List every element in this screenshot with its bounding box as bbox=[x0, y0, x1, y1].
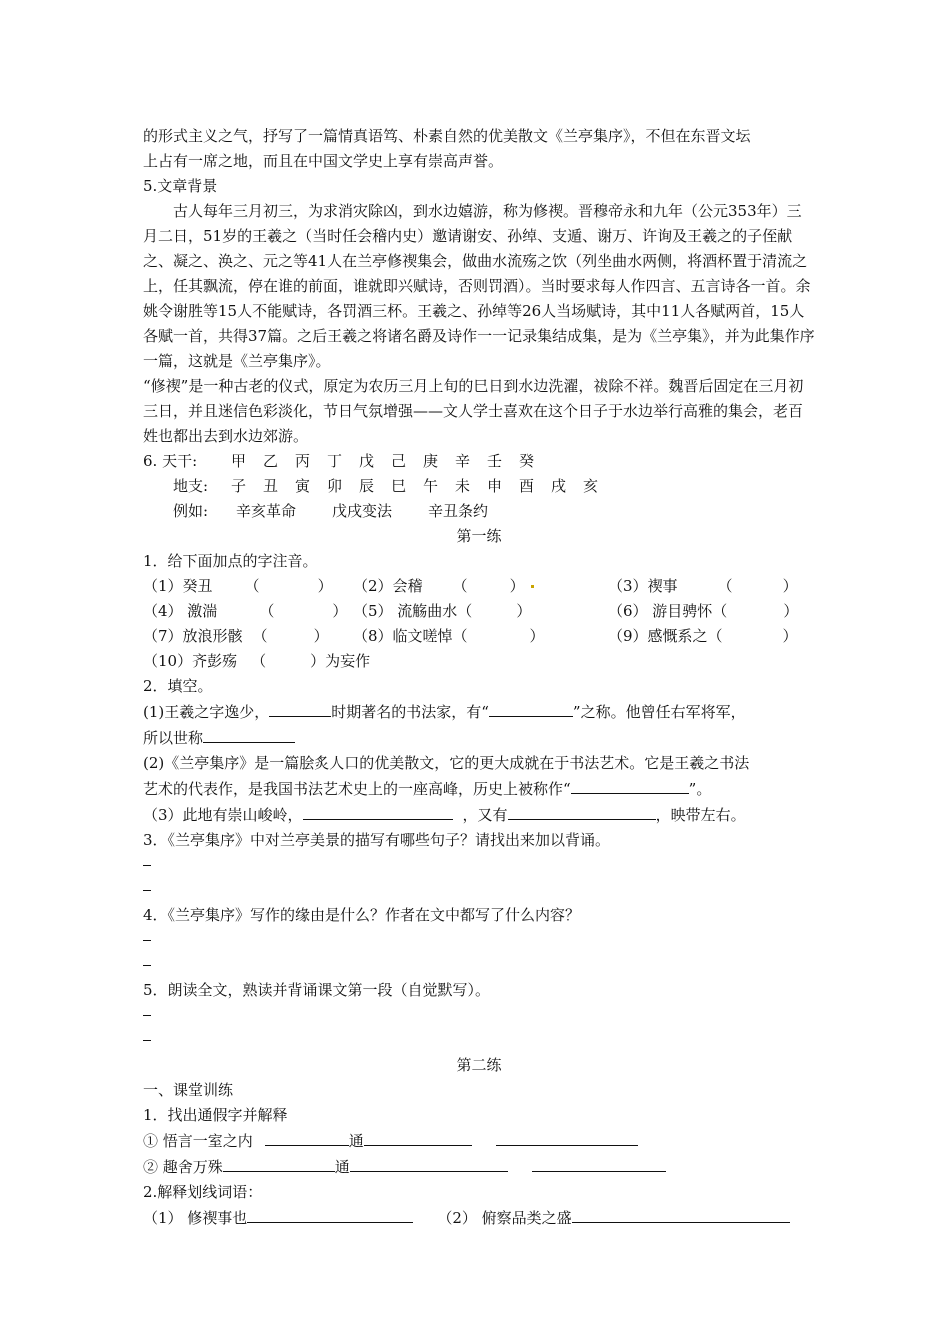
pinyin-item-suffix: 为妄作 bbox=[325, 652, 371, 670]
example-item: 辛亥革命 bbox=[236, 502, 297, 520]
fill-text: ”。 bbox=[688, 780, 712, 798]
dizhi-char: 午 bbox=[423, 477, 439, 495]
answer-line[interactable] bbox=[143, 953, 815, 978]
question-prompt: 5．朗读全文，熟读并背诵课文第一段（自觉默写）。 bbox=[143, 981, 491, 999]
tong-label: 通 bbox=[348, 1132, 364, 1150]
pinyin-item: （7）放浪形骸 bbox=[143, 627, 243, 645]
pinyin-item: （10）齐彭殇 bbox=[143, 652, 238, 670]
tiangan-char: 辛 bbox=[455, 452, 471, 470]
pinyin-item: （6） 游目骋怀（ bbox=[608, 602, 728, 620]
fill-text: ，映带左右。 bbox=[655, 806, 746, 824]
question-prompt: 2.解释划线词语： bbox=[143, 1183, 263, 1201]
answer-line[interactable] bbox=[143, 928, 815, 953]
dizhi-char: 巳 bbox=[391, 477, 407, 495]
answer-line[interactable] bbox=[143, 1028, 815, 1053]
fill-text: ，又有 bbox=[462, 806, 508, 824]
dizhi-char: 丑 bbox=[263, 477, 279, 495]
example-item: 戊戌变法 bbox=[332, 502, 393, 520]
explain-item: （2） 俯察品类之盛 bbox=[437, 1209, 572, 1227]
fill-blank[interactable] bbox=[350, 1154, 508, 1172]
pinyin-item: （5） 流觞曲水（ bbox=[353, 602, 473, 620]
document-body bbox=[143, 124, 815, 1231]
fill-text: 时期著名的书法家，有“ bbox=[331, 703, 489, 721]
fill-blank[interactable] bbox=[265, 1128, 349, 1146]
pinyin-answer-field[interactable] bbox=[266, 649, 310, 674]
pinyin-row: （7）放浪形骸 （ ） （8）临文嗟悼（ ） （9）感慨系之（ ） bbox=[143, 627, 798, 645]
tiangan-char: 己 bbox=[391, 452, 407, 470]
intro-line: 的形式主义之气，抒写了一篇情真语笃、朴素自然的优美散文《兰亭集序》，不但在东晋文坛 bbox=[143, 127, 751, 145]
fill-blank[interactable] bbox=[223, 1154, 335, 1172]
fill-line bbox=[143, 699, 815, 725]
fill-blank[interactable] bbox=[532, 1154, 666, 1172]
pinyin-item: （8）临文嗟悼（ bbox=[353, 627, 468, 645]
intro-line: 上占有一席之地，而且在中国文学史上享有崇高声誉。 bbox=[143, 152, 504, 170]
fill-text: (1)王羲之字逸少， bbox=[143, 703, 270, 721]
dizhi-row bbox=[143, 474, 815, 499]
tiangan-char: 丙 bbox=[295, 452, 311, 470]
question-prompt: 4．《兰亭集序》写作的缘由是什么？作者在文中都写了什么内容？ bbox=[143, 906, 581, 924]
fill-blank[interactable] bbox=[571, 776, 689, 794]
tongjia-row bbox=[143, 1128, 815, 1154]
tiangan-char: 壬 bbox=[487, 452, 503, 470]
fill-line bbox=[143, 776, 815, 802]
answer-line[interactable] bbox=[143, 878, 815, 903]
pinyin-item: （9）感慨系之（ bbox=[608, 627, 723, 645]
explain-row bbox=[143, 1205, 815, 1231]
question-prompt: 2．填空。 bbox=[143, 677, 213, 695]
example-label: 例如: bbox=[173, 502, 209, 520]
question-prompt: 3．《兰亭集序》中对兰亭美景的描写有哪些句子？请找出来加以背诵。 bbox=[143, 831, 611, 849]
fill-blank[interactable] bbox=[269, 699, 331, 717]
fill-blank[interactable] bbox=[496, 1128, 638, 1146]
practice-title: 第一练 bbox=[456, 527, 502, 545]
tiangan-char: 戊 bbox=[359, 452, 375, 470]
tiangan-char: 乙 bbox=[263, 452, 279, 470]
dizhi-char: 戌 bbox=[551, 477, 567, 495]
question-prompt: 1．给下面加点的字注音。 bbox=[143, 552, 318, 570]
dizhi-char: 未 bbox=[455, 477, 471, 495]
fill-blank[interactable] bbox=[508, 802, 656, 820]
fill-blank[interactable] bbox=[203, 725, 295, 743]
fill-blank[interactable] bbox=[572, 1205, 790, 1223]
question-prompt: 1．找出通假字并解释 bbox=[143, 1106, 288, 1124]
dizhi-char: 子 bbox=[231, 477, 247, 495]
dizhi-char: 申 bbox=[487, 477, 503, 495]
background-paragraph: “修禊”是一种古老的仪式，原定为农历三月上旬的巳日到水边洗濯，祓除不祥。魏晋后固定在三月初三日，并且迷信色彩淡化，节日气氛增强——文人学士喜欢在这个日子于水边举行高雅的集会，老百姓也都出去到水边郊游。 bbox=[143, 377, 804, 445]
tiangan-char: 癸 bbox=[519, 452, 535, 470]
fill-text: ”之称。他曾任右军将军， bbox=[572, 703, 746, 721]
fill-blank[interactable] bbox=[489, 699, 573, 717]
pinyin-row: （1）癸丑 （ ） （2）会稽 （ ） （3）禊事 （ ） bbox=[143, 577, 798, 595]
tongjia-item: ② 趣舍万殊 bbox=[143, 1158, 223, 1176]
pinyin-item: （3）禊事 bbox=[608, 577, 678, 595]
tong-label: 通 bbox=[334, 1158, 350, 1176]
dizhi-label: 地支: bbox=[173, 477, 209, 495]
example-item: 辛丑条约 bbox=[428, 502, 489, 520]
section-heading: 5.文章背景 bbox=[143, 177, 218, 195]
section-heading: 一、课堂训练 bbox=[143, 1081, 234, 1099]
fill-line bbox=[143, 802, 815, 828]
dizhi-char: 酉 bbox=[519, 477, 535, 495]
fill-text: 艺术的代表作，是我国书法艺术史上的一座高峰，历史上被称作“ bbox=[143, 780, 571, 798]
pinyin-item: （2）会稽 bbox=[353, 577, 423, 595]
tiangan-row bbox=[143, 449, 815, 474]
answer-line[interactable] bbox=[143, 853, 815, 878]
tiangan-char: 甲 bbox=[231, 452, 247, 470]
dizhi-char: 卯 bbox=[327, 477, 343, 495]
fill-line bbox=[143, 725, 815, 751]
pinyin-row: （10）齐彭殇 （ ） 为妄作 bbox=[143, 649, 815, 674]
background-paragraph: 古人每年三月初三，为求消灾除凶，到水边嬉游，称为修禊。晋穆帝永和九年（公元353年）三月二日，51岁的王羲之（当时任会稽内史）邀请谢安、孙绰、支遁、谢万、许询及王羲之的子侄献之、凝之、涣之、元之等41人在兰亭修禊集会，做曲水流殇之饮（列坐曲水两侧，将酒杯置于清流之上，任其飘流，停在谁的前面，谁就即兴赋诗，否则罚酒）。当时要求每人作四言、五言诗各一首。余姚令谢胜等15人不能赋诗，各罚酒三杯。王羲之、孙绰等26人当场赋诗，其中11人各赋两首，15人各赋一首，共得37篇。之后王羲之将诸名爵及诗作一一记录集结成集，是为《兰亭集》，并为此集作序一篇，这就是《兰亭集序》。 bbox=[143, 202, 815, 370]
dizhi-char: 辰 bbox=[359, 477, 375, 495]
explain-item: （1） 修禊事也 bbox=[143, 1209, 248, 1227]
answer-line[interactable] bbox=[143, 1003, 815, 1028]
tongjia-item: ① 悟言一室之内 bbox=[143, 1132, 253, 1150]
practice-title: 第二练 bbox=[456, 1056, 502, 1074]
fill-line: (2)《兰亭集序》是一篇脍炙人口的优美散文，它的更大成就在于书法艺术。它是王羲之书法 bbox=[143, 754, 750, 772]
tiangan-char: 庚 bbox=[423, 452, 439, 470]
tiangan-char: 丁 bbox=[327, 452, 343, 470]
example-row bbox=[143, 499, 815, 524]
fill-blank[interactable] bbox=[247, 1205, 413, 1223]
dizhi-char: 寅 bbox=[295, 477, 311, 495]
pinyin-item: （4） 激湍 bbox=[143, 602, 218, 620]
pinyin-row: （4） 激湍 （ ） （5） 流觞曲水（ ） （6） 游目骋怀（ ） bbox=[143, 602, 799, 620]
fill-blank[interactable] bbox=[303, 802, 453, 820]
tiangan-label: 6. 天干: bbox=[143, 452, 198, 470]
dizhi-char: 亥 bbox=[583, 477, 599, 495]
tongjia-row bbox=[143, 1154, 815, 1180]
fill-text: （3）此地有崇山峻岭， bbox=[143, 806, 303, 824]
fill-blank[interactable] bbox=[364, 1128, 472, 1146]
fill-text: 所以世称 bbox=[143, 729, 204, 747]
pinyin-item: （1）癸丑 bbox=[143, 577, 213, 595]
